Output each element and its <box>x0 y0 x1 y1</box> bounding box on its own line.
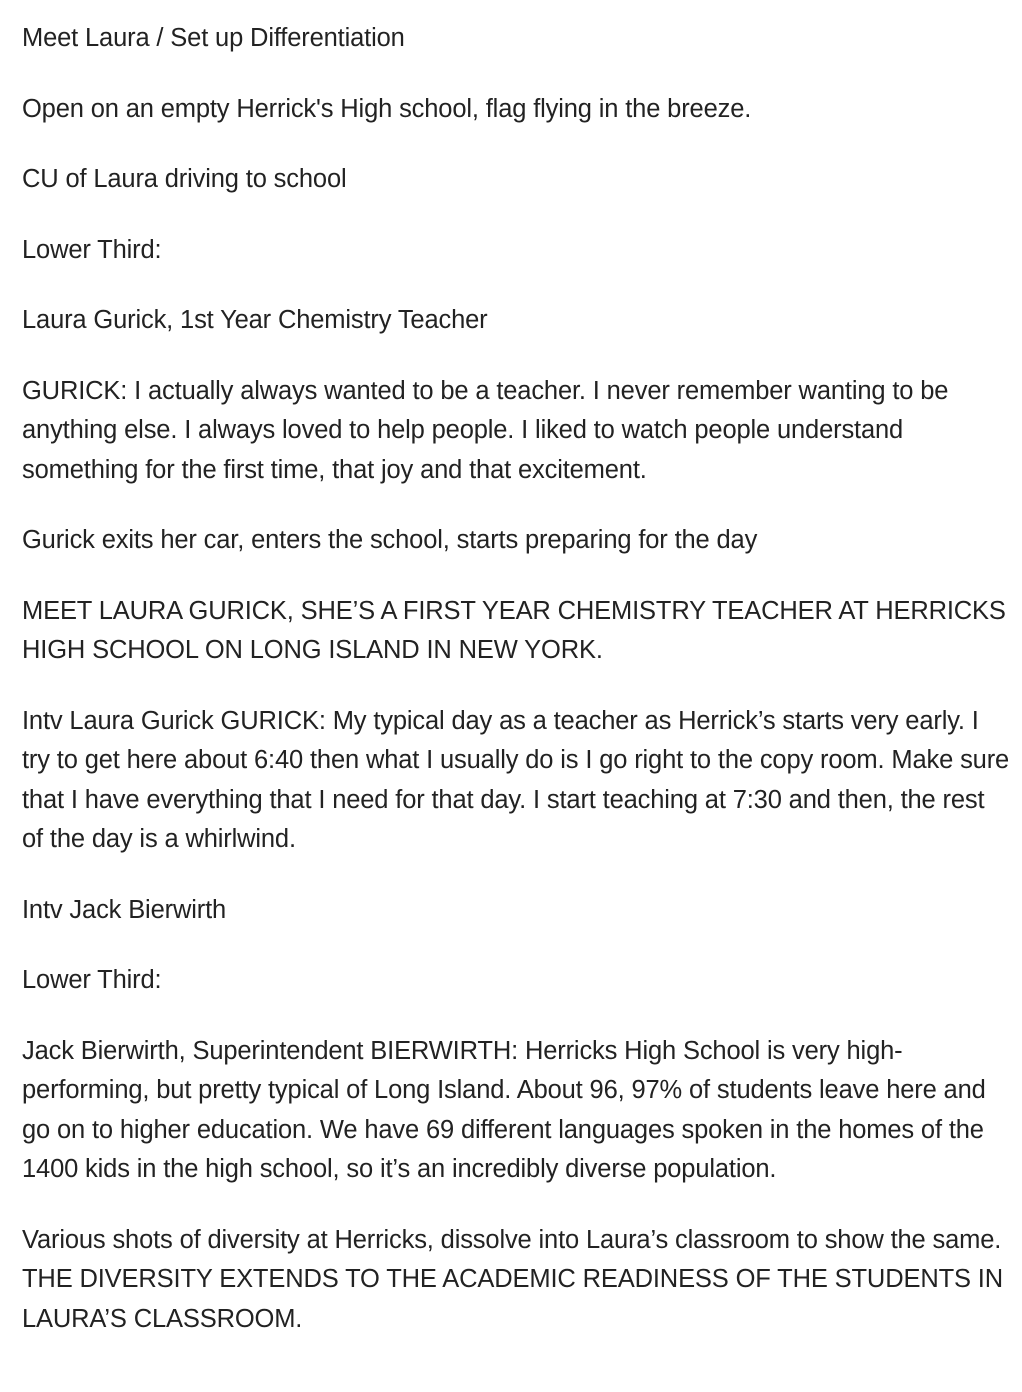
lower-third-label: Lower Third: <box>22 966 162 994</box>
shot-description: CU of Laura driving to school <box>22 165 347 193</box>
scene-heading: Meet Laura / Set up Differentiation <box>22 24 405 52</box>
shot-description: Various shots of diversity at Herricks, dissolve into Laura’s classroom to show the same. THE DIVERSITY EXTENDS TO THE ACADEMIC READINESS OF THE STUDENTS IN LAURA’S CLASSROOM. <box>22 1225 1004 1333</box>
shot-description: Open on an empty Herrick's High school, flag flying in the breeze. <box>22 94 752 123</box>
shot-description: Gurick exits her car, enters the school, starts preparing for the day <box>22 526 758 554</box>
lower-third-text: Laura Gurick, 1st Year Chemistry Teacher <box>22 306 488 334</box>
interview-heading: Intv Jack Bierwirth <box>22 895 227 924</box>
lower-third-label: Lower Third: <box>22 235 162 264</box>
interview-quote: GURICK: I actually always wanted to be a teacher. I never remember wanting to be anything else. I always loved to help people. I liked to watch people understand something for the first time, that joy and that excitement. <box>22 376 949 484</box>
narration-text: MEET LAURA GURICK, SHE’S A FIRST YEAR CHEMISTRY TEACHER AT HERRICKS HIGH SCHOOL ON LONG ISLAND IN NEW YORK. <box>22 596 1006 664</box>
interview-quote: Intv Laura Gurick GURICK: My typical day as a teacher as Herrick’s starts very early. I try to get here about 6:40 then what I usually do is I go right to the copy room. Make sure that I have everything that I need for that day. I start teaching at 7:30 and then, the rest of the day is a whirlwind. <box>22 706 1010 853</box>
interview-quote: Jack Bierwirth, Superintendent BIERWIRTH: Herricks High School is very high-performing, but pretty typical of Long Island. About 96, 97% of students leave here and go on to higher education. We have 69 different languages spoken in the homes of the 1400 kids in the high school, so it’s an incredibly diverse population. <box>22 1036 986 1183</box>
